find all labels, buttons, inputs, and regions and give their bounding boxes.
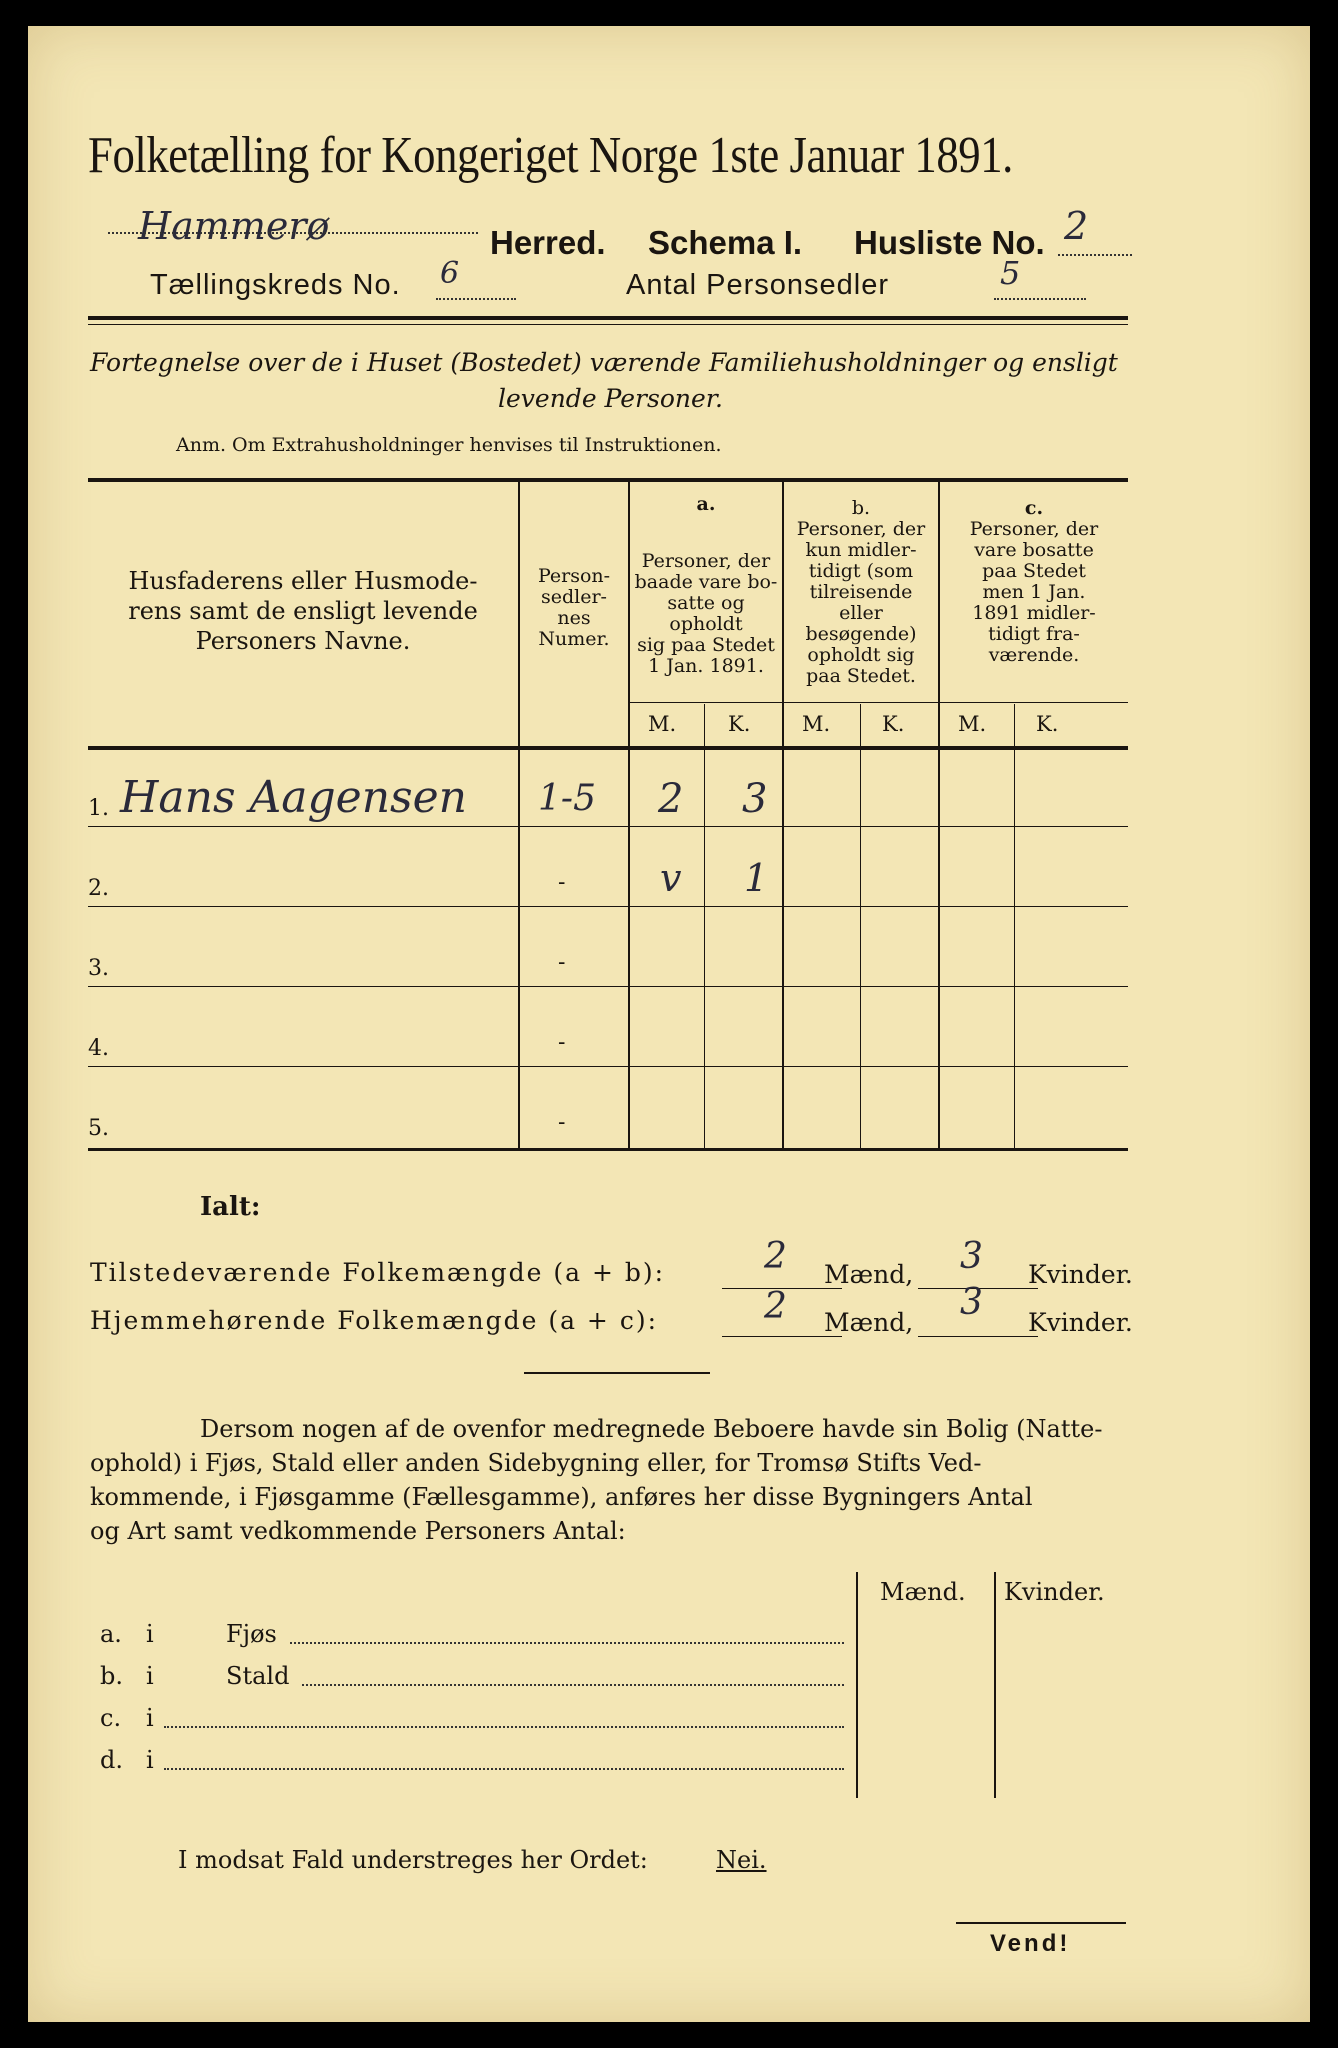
anm-note: Anm. Om Extrahusholdninger henvises til Instruktionen. [176, 434, 722, 456]
col-a-header: a. Personer, der baade vare bo- satte og opholdt sig paa Stedet 1 Jan. 1891. [634, 493, 778, 677]
c-m-label: M. [958, 712, 987, 736]
nei-word: Nei. [716, 1846, 767, 1874]
table-head-rule [88, 746, 1128, 750]
col-c-header: c. Personer, der vare bosatte paa Stedet men 1 Jan. 1891 midler- tidigt fra- værende. [969, 497, 1099, 666]
mk-divider [1014, 704, 1015, 1148]
item-letter: c. [100, 1704, 122, 1732]
sedler-number: - [558, 950, 566, 975]
intro-line2: levende Personer. [498, 384, 723, 413]
item-i: i [146, 1620, 154, 1648]
ialt-label: Ialt: [200, 1192, 261, 1222]
item-dotline [290, 1642, 844, 1644]
sidebygning-paragraph: Dersom nogen af de ovenfor medregnede Beboere havde sin Bolig (Natte- ophold) i Fjøs, Stald eller anden Sidebygning eller, for Tromsø Stifts Ved- kommende, i Fjøsgamme (Fællesgamme), anføres her disse Bygningers Antal og Art samt vedkommende Personers Antal: [90, 1415, 1103, 1545]
col-num-header: Person- sedler- nes Numer. [537, 565, 611, 650]
header-rule-thin [88, 324, 1128, 325]
census-form [28, 26, 1310, 2022]
row-number: 4. [88, 1036, 109, 1061]
row-rule [88, 906, 1128, 907]
a-k-value: 1 [744, 856, 769, 900]
tilstede-k-value: 3 [960, 1236, 983, 1277]
modsat-text: I modsat Fald understreges her Ordet: [178, 1846, 648, 1874]
vend-text: Vend! [990, 1930, 1071, 1957]
sedler-number: - [558, 1030, 566, 1055]
mk-divider [704, 704, 705, 1148]
col-name-header: Husfaderens eller Husmode- rens samt de ensligt levende Personers Navne. [128, 567, 478, 655]
item-i: i [146, 1662, 154, 1690]
kreds-value: 6 [440, 256, 460, 291]
row-number: 2. [88, 876, 109, 901]
c-k-label: K. [1036, 712, 1059, 736]
item-letter: b. [100, 1662, 123, 1690]
kreds-label: Tællingskreds No. [150, 269, 401, 301]
hjemme-k-line [918, 1336, 1038, 1337]
a-k-label: K. [728, 712, 751, 736]
row-number: 5. [88, 1116, 109, 1141]
row-number: 1. [88, 796, 109, 821]
sedler-number: - [558, 1110, 566, 1135]
a-k-value: 3 [742, 776, 768, 822]
hjemme-maend: Mænd, [824, 1308, 914, 1337]
hjemme-k-value: 3 [960, 1282, 983, 1323]
a-m-label: M. [648, 712, 677, 736]
tilstede-m-value: 2 [764, 1236, 787, 1277]
bygning-divider [994, 1572, 996, 1798]
maend-header: Mænd. [880, 1578, 966, 1606]
sedler-number: 1-5 [538, 778, 596, 819]
schema-label: Schema I. [648, 224, 803, 261]
tilstede-maend: Mænd, [824, 1260, 914, 1289]
intro-line1: Fortegnelse over de i Huset (Bostedet) værende Familiehusholdninger og ensligt [90, 348, 1118, 377]
antal-label: Antal Personsedler [626, 269, 890, 301]
tilstede-label: Tilstedeværende Folkemængde (a + b): [90, 1258, 666, 1287]
table-top-rule [88, 478, 1128, 482]
item-letter: d. [100, 1746, 123, 1774]
table-bottom-rule [88, 1148, 1128, 1151]
item-letter: a. [100, 1620, 122, 1648]
separator-rule [524, 1372, 710, 1374]
tilstede-kvinder: Kvinder. [1028, 1260, 1133, 1289]
household-name: Hans Aagensen [120, 772, 468, 823]
row-rule [88, 986, 1128, 987]
item-label: Stald [226, 1662, 290, 1690]
hjemme-m-value: 2 [764, 1286, 787, 1327]
row-number: 3. [88, 956, 109, 981]
item-dotline [164, 1726, 844, 1728]
herred-value: Hammerø [138, 204, 330, 248]
antal-value: 5 [1000, 254, 1021, 292]
kreds-dotline [436, 298, 516, 300]
sedler-number: - [558, 870, 566, 895]
b-k-label: K. [882, 712, 905, 736]
kvinder-header: Kvinder. [1004, 1578, 1105, 1606]
item-i: i [146, 1746, 154, 1774]
item-i: i [146, 1704, 154, 1732]
husliste-label: Husliste No. [854, 224, 1045, 261]
mk-header-rule [628, 702, 1128, 703]
a-m-value: 2 [658, 776, 684, 822]
row-rule [88, 826, 1128, 827]
a-m-value: v [660, 856, 682, 900]
hjemme-label: Hjemmehørende Folkemængde (a + c): [90, 1306, 658, 1335]
item-dotline [164, 1768, 844, 1770]
header-rule-thick [88, 316, 1128, 320]
vend-rule [956, 1922, 1126, 1924]
husliste-value: 2 [1064, 204, 1089, 248]
mk-divider [860, 704, 861, 1148]
row-rule [88, 1066, 1128, 1067]
bygning-divider [856, 1572, 858, 1798]
husliste-dotline [1058, 254, 1132, 256]
item-label: Fjøs [226, 1620, 277, 1648]
col-b-header: b. Personer, der kun midler- tidigt (som tilreisende eller besøgende) opholdt sig paa Stedet. [796, 497, 926, 687]
b-m-label: M. [802, 712, 831, 736]
hjemme-kvinder: Kvinder. [1028, 1308, 1133, 1337]
form-title: Folketælling for Kongeriget Norge 1ste Januar 1891. [88, 127, 1013, 184]
antal-dotline [994, 298, 1086, 300]
item-dotline [302, 1684, 844, 1686]
herred-label: Herred. [490, 224, 606, 261]
herred-dotline [108, 232, 478, 234]
